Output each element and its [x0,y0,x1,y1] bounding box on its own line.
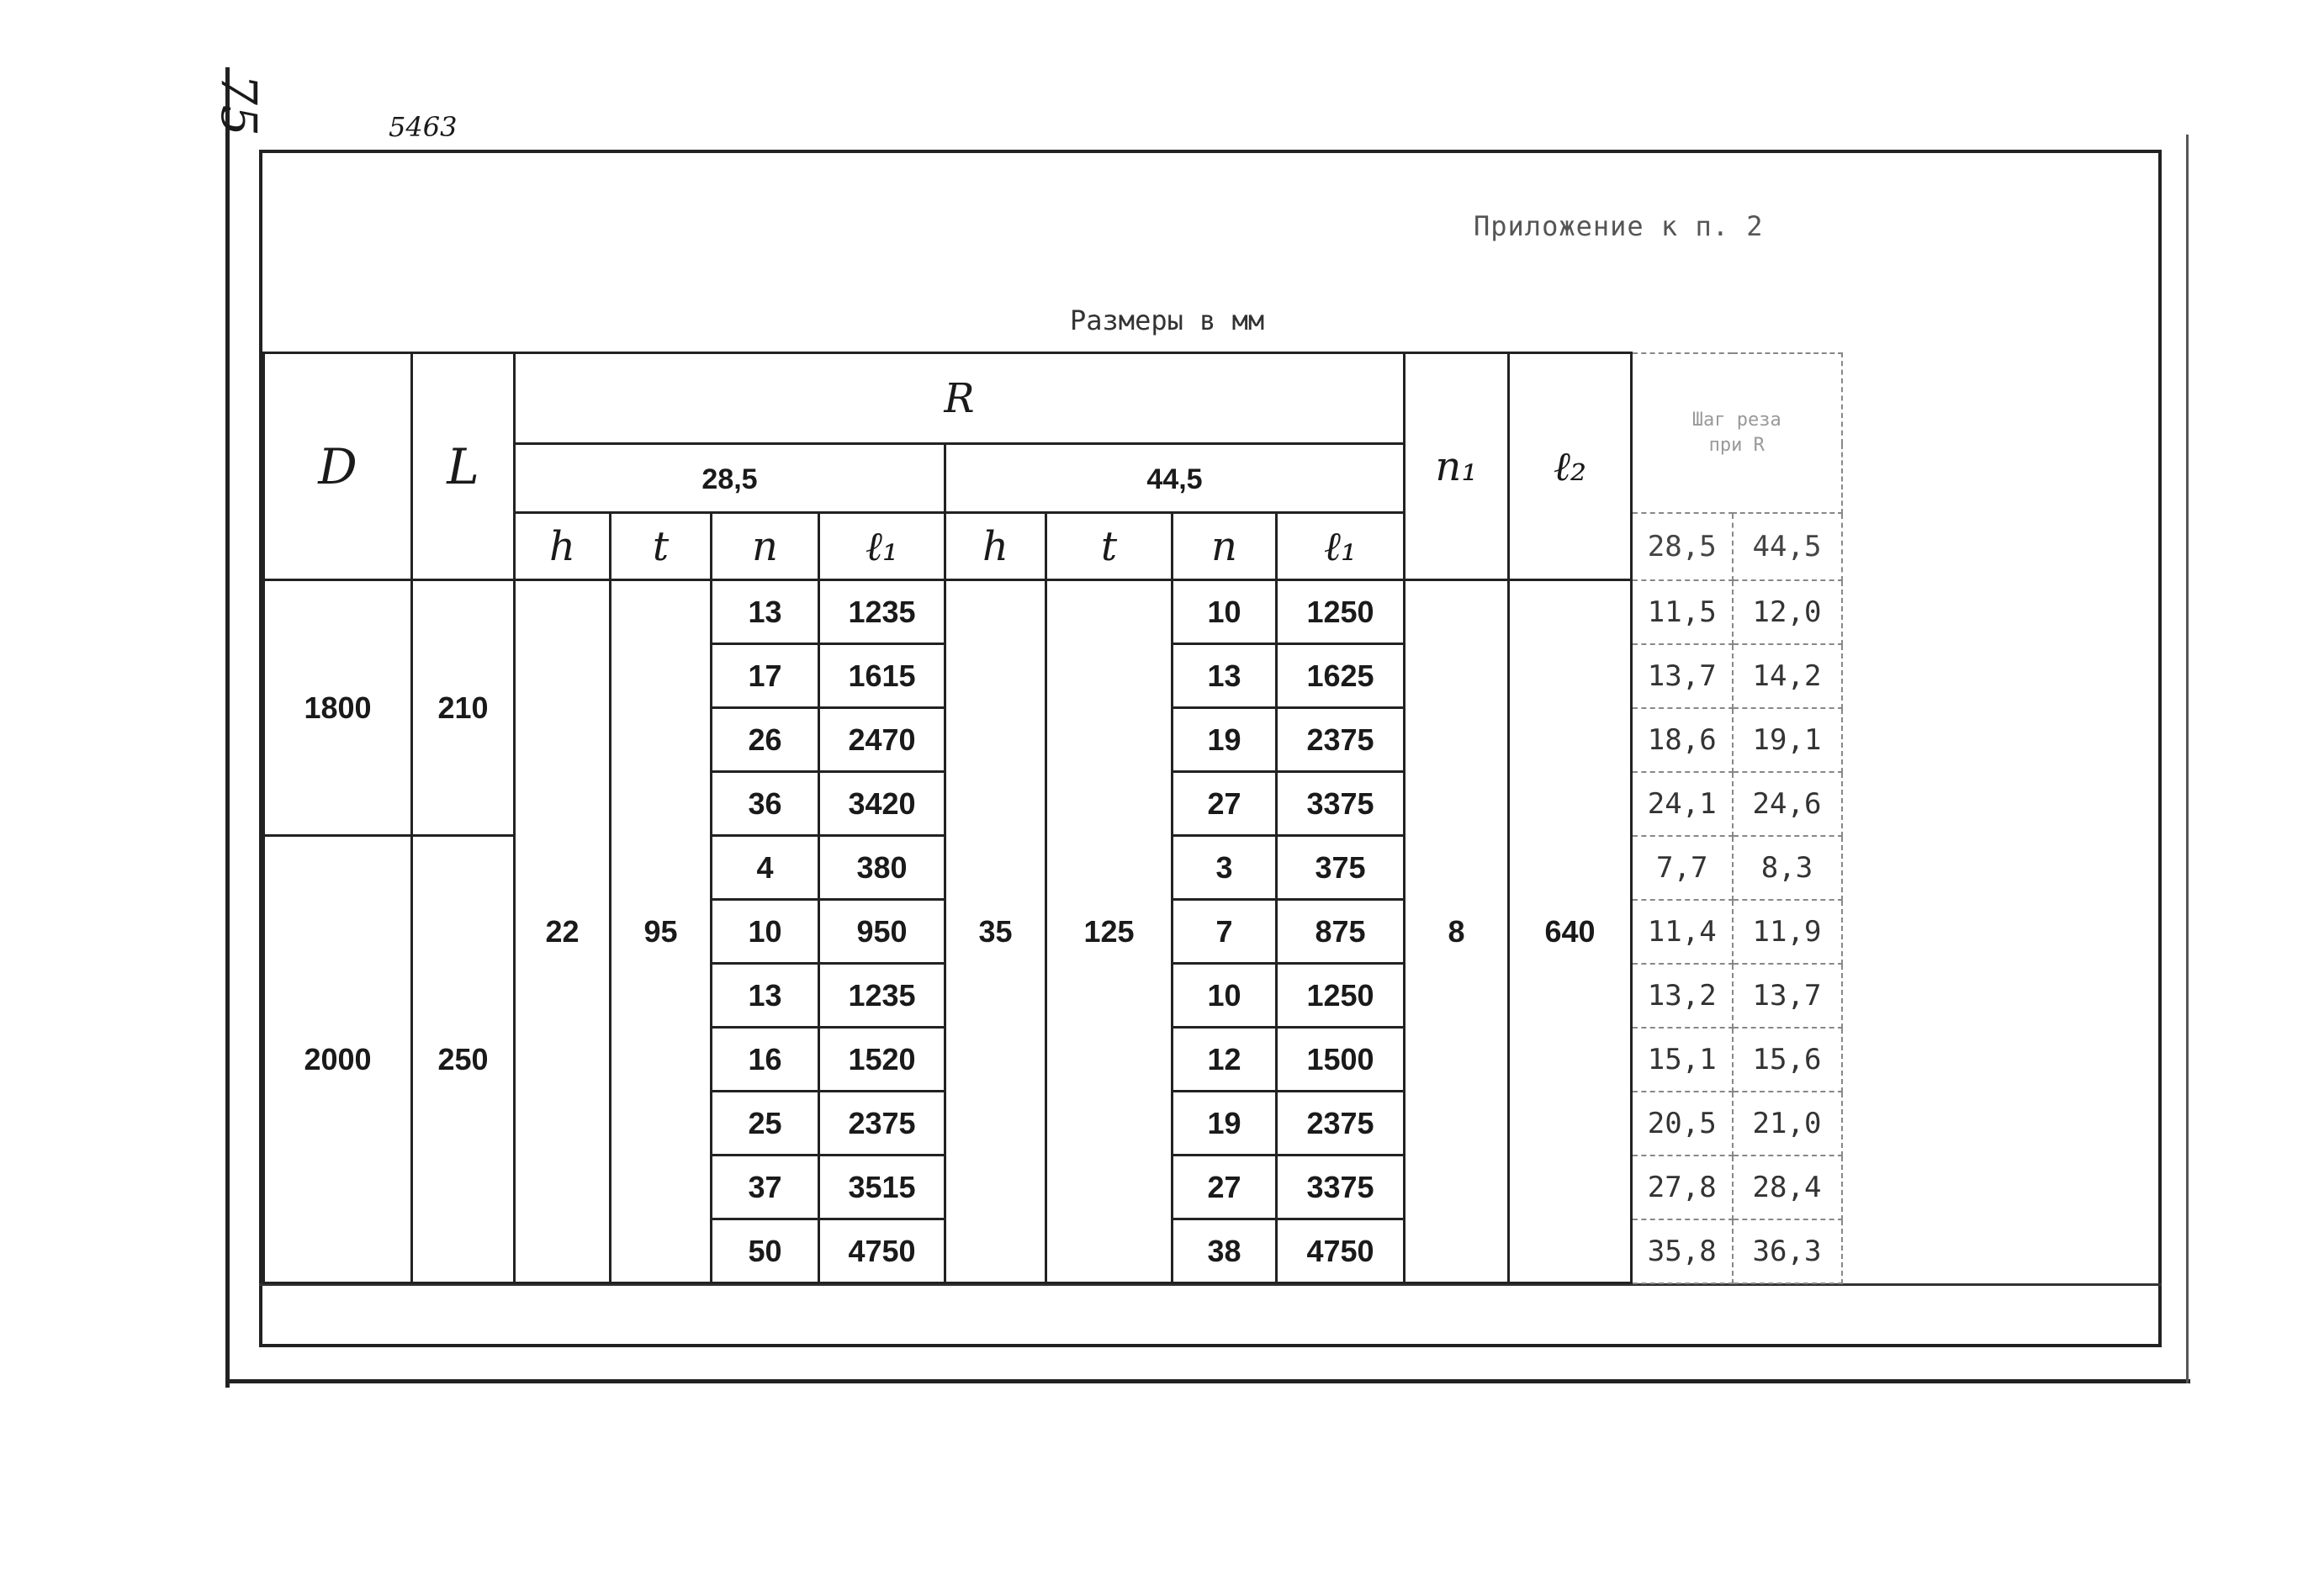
cell-step-r2: 11,9 [1733,900,1842,964]
cell-l1-a: 3420 [819,772,945,836]
cell-n-a: 36 [712,772,819,836]
col-header-t-a [611,513,712,580]
cell-l1-b: 4750 [1277,1219,1405,1283]
cell-l1-a: 1520 [819,1028,945,1092]
symbol-n1: n₁ [1435,442,1478,490]
cell-step-r1: 24,1 [1632,772,1733,836]
step-header-title: Шаг реза [1691,409,1781,431]
symbol-h: h [982,522,1008,570]
col-header-l2 [1509,353,1632,580]
col-header-step-r2 [1733,513,1842,580]
cell-D: 1800 [264,580,412,836]
cell-D: 2000 [264,836,412,1283]
cell-n-b: 19 [1173,1092,1277,1156]
cell-l1-a: 1235 [819,964,945,1028]
cell-L: 210 [412,580,515,836]
cell-step-r2: 21,0 [1733,1092,1842,1156]
cell-n-b: 13 [1173,644,1277,708]
cell-l1-b: 875 [1277,900,1405,964]
cell-step-r1: 11,5 [1632,580,1733,644]
cell-step-r2: 15,6 [1733,1028,1842,1092]
cell-l1-b: 2375 [1277,1092,1405,1156]
cell-n-b: 7 [1173,900,1277,964]
symbol-l1: ℓ₁ [865,522,899,570]
step-r1: 28,5 [1647,529,1717,563]
symbol-L: L [447,437,479,495]
cell-n1: 8 [1405,580,1509,1283]
symbol-D: D [318,437,357,495]
col-header-n-a [712,513,819,580]
cell-n-b: 3 [1173,836,1277,900]
cell-t-b: 125 [1046,580,1173,1283]
cell-n-a: 13 [712,964,819,1028]
outer-frame-left [225,67,230,1388]
r2-value: 44,5 [1146,463,1203,495]
col-header-l1-b [1277,513,1405,580]
r1-value: 28,5 [701,463,758,495]
cell-step-r1: 27,8 [1632,1156,1733,1219]
symbol-t: t [1100,522,1118,570]
cell-l1-b: 3375 [1277,1156,1405,1219]
symbol-t: t [652,522,670,570]
cell-l2: 640 [1509,580,1632,1283]
col-header-R [515,353,1405,444]
cell-n-b: 19 [1173,708,1277,772]
cell-l1-b: 375 [1277,836,1405,900]
cell-n-b: 12 [1173,1028,1277,1092]
symbol-R: R [944,374,975,422]
cell-step-r2: 14,2 [1733,644,1842,708]
cell-n-b: 38 [1173,1219,1277,1283]
cell-t-a: 95 [611,580,712,1283]
cell-L: 250 [412,836,515,1283]
cell-h-b: 35 [945,580,1046,1283]
cell-l1-a: 380 [819,836,945,900]
cell-step-r2: 19,1 [1733,708,1842,772]
cell-l1-a: 2375 [819,1092,945,1156]
cell-step-r2: 28,4 [1733,1156,1842,1219]
outer-frame-right [2186,135,2189,1383]
symbol-n: n [1211,522,1237,570]
appendix-label: Приложение к п. 2 [1474,210,1764,242]
step-r2: 44,5 [1752,529,1822,563]
cell-step-r1: 13,2 [1632,964,1733,1028]
cell-l1-a: 4750 [819,1219,945,1283]
table-row [264,580,1842,644]
cell-l1-a: 950 [819,900,945,964]
step-header-sub: при R [1708,434,1765,456]
cell-n-a: 26 [712,708,819,772]
outer-frame-bottom [225,1379,2190,1383]
cell-l1-b: 2375 [1277,708,1405,772]
cell-step-r2: 13,7 [1733,964,1842,1028]
col-header-step-r1 [1632,513,1733,580]
col-header-step [1632,353,1842,513]
cell-n-a: 16 [712,1028,819,1092]
cell-step-r1: 15,1 [1632,1028,1733,1092]
cell-step-r2: 8,3 [1733,836,1842,900]
cell-n-a: 25 [712,1092,819,1156]
cell-step-r1: 7,7 [1632,836,1733,900]
cell-l1-a: 1235 [819,580,945,644]
units-label: Размеры в мм [1070,304,1265,336]
col-header-l1-a [819,513,945,580]
cell-l1-b: 1500 [1277,1028,1405,1092]
cell-l1-b: 3375 [1277,772,1405,836]
cell-step-r1: 13,7 [1632,644,1733,708]
cell-l1-b: 1250 [1277,580,1405,644]
symbol-l1: ℓ₁ [1323,522,1358,570]
cell-step-r2: 24,6 [1733,772,1842,836]
cell-n-a: 4 [712,836,819,900]
cell-n-b: 27 [1173,1156,1277,1219]
cell-step-r2: 36,3 [1733,1219,1842,1283]
col-header-h-b [945,513,1046,580]
cell-n-a: 37 [712,1156,819,1219]
cell-n-a: 17 [712,644,819,708]
cell-l1-b: 1625 [1277,644,1405,708]
col-header-L [412,353,515,580]
symbol-l2: ℓ₂ [1553,442,1587,490]
cell-h-a: 22 [515,580,611,1283]
col-header-r1 [515,444,945,513]
cell-l1-b: 1250 [1277,964,1405,1028]
page-number: 75 [210,74,267,136]
cell-l1-a: 1615 [819,644,945,708]
cell-l1-a: 2470 [819,708,945,772]
cell-l1-a: 3515 [819,1156,945,1219]
cell-step-r1: 18,6 [1632,708,1733,772]
cell-n-a: 50 [712,1219,819,1283]
col-header-r2 [945,444,1405,513]
col-header-t-b [1046,513,1173,580]
dimensions-table [262,352,1843,1284]
cell-step-r1: 11,4 [1632,900,1733,964]
col-header-h-a [515,513,611,580]
symbol-n: n [752,522,778,570]
cell-step-r1: 35,8 [1632,1219,1733,1283]
cell-step-r1: 20,5 [1632,1092,1733,1156]
sheet-code: 5463 [389,111,458,143]
cell-n-a: 10 [712,900,819,964]
cell-n-b: 27 [1173,772,1277,836]
symbol-h: h [549,522,575,570]
cell-n-b: 10 [1173,580,1277,644]
header-row-1 [264,353,1842,444]
cell-n-b: 10 [1173,964,1277,1028]
col-header-n1 [1405,353,1509,580]
col-header-D [264,353,412,580]
cell-step-r2: 12,0 [1733,580,1842,644]
cell-n-a: 13 [712,580,819,644]
col-header-n-b [1173,513,1277,580]
